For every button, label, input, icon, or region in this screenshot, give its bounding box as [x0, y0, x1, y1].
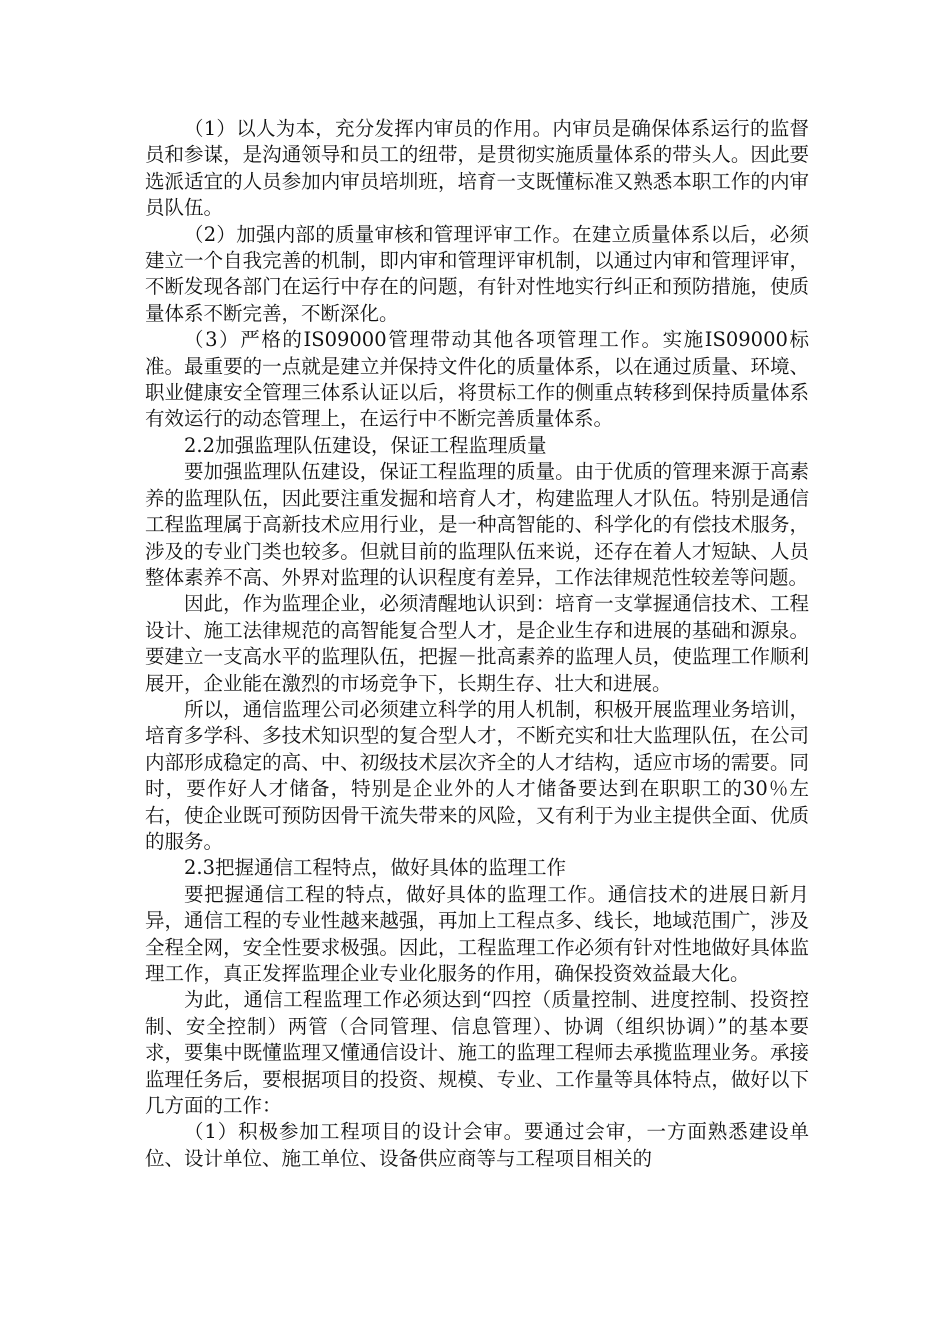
paragraph-four-controls: 为此，通信工程监理工作必须达到“四控（质量控制、进度控制、投资控制、安全控制）两管（合同管理、信息管理）、协调（组织协调）”的基本要求，要集中既懂监理又懂通信设计、施工的监理工程师去承揽监理业务。承接监理任务后，要根据项目的投资、规模、专业、工作量等具体特点，做好以下几方面的工作： [145, 988, 809, 1118]
paragraph-engineering-features: 要把握通信工程的特点，做好具体的监理工作。通信技术的进展日新月异，通信工程的专业性越来越强，再加上工程点多、线长，地域范围广，涉及全程全网，安全性要求极强。因此，工程监理工作必须有针对性地做好具体监理工作，真正发挥监理企业专业化服务的作用，确保投资效益最大化。 [145, 882, 809, 985]
section-heading-2-2: 2.2加强监理队伍建设，保证工程监理质量 [184, 433, 547, 457]
document-body [145, 116, 809, 1172]
paragraph-team-building: 要加强监理队伍建设，保证工程监理的质量。由于优质的管理来源于高素养的监理队伍，因此要注重发掘和培育人才，构建监理人才队伍。特别是通信工程监理属于高新技术应用行业，是一种高智能的、科学化的有偿技术服务，涉及的专业门类也较多。但就目前的监理队伍来说，还存在着人才短缺、人员整体素养不高、外界对监理的认识程度有差异，工作法律规范性较差等问题。 [145, 460, 809, 589]
paragraph-quality-audit: （2）加强内部的质量审核和管理评审工作。在建立质量体系以后，必须建立一个自我完善的机制，即内审和管理评审机制，以通过内审和管理评审，不断发现各部门在运行中存在的问题，有针对性地实行纠正和预防措施，使质量体系不断完善，不断深化。 [145, 222, 809, 325]
paragraph-talent-awareness: 因此，作为监理企业，必须清醒地认识到：培育一支掌握通信技术、工程设计、施工法律规范的高智能复合型人才，是企业生存和进展的基础和源泉。要建立一支高水平的监理队伍，把握－批高素养的监理人员，使监理工作顺利展开，企业能在激烈的市场竞争下，长期生存、壮大和进展。 [145, 592, 809, 695]
paragraph-talent-mechanism: 所以，通信监理公司必须建立科学的用人机制，积极开展监理业务培训，培育多学科、多技术知识型的复合型人才，不断充实和壮大监理队伍，在公司内部形成稳定的高、中、初级技术层次齐全的人才结构，适应市场的需要。同时，要作好人才储备，特别是企业外的人才储备要达到在职职工的30％左右，使企业既可预防因骨干流失带来的风险，又有利于为业主提供全面、优质的服务。 [145, 697, 809, 853]
paragraph-design-review: （1）积极参加工程项目的设计会审。要通过会审，一方面熟悉建设单位、设计单位、施工单位、设备供应商等与工程项目相关的 [145, 1120, 809, 1170]
paragraph-iso9000: （3）严格的IS09000管理带动其他各项管理工作。实施IS09000标准。最重要的一点就是建立并保持文件化的质量体系，以在通过质量、环境、职业健康安全管理三体系认证以后，将贯标工作的侧重点转移到保持质量体系有效运行的动态管理上，在运行中不断完善质量体系。 [145, 328, 809, 431]
section-heading-2-3: 2.3把握通信工程特点，做好具体的监理工作 [184, 856, 567, 880]
paragraph-internal-auditors: （1）以人为本，充分发挥内审员的作用。内审员是确保体系运行的监督员和参谋，是沟通领导和员工的纽带，是贯彻实施质量体系的带头人。因此要选派适宜的人员参加内审员培圳班，培育一支既懂标准又熟悉本职工作的内审员队伍。 [145, 117, 809, 220]
